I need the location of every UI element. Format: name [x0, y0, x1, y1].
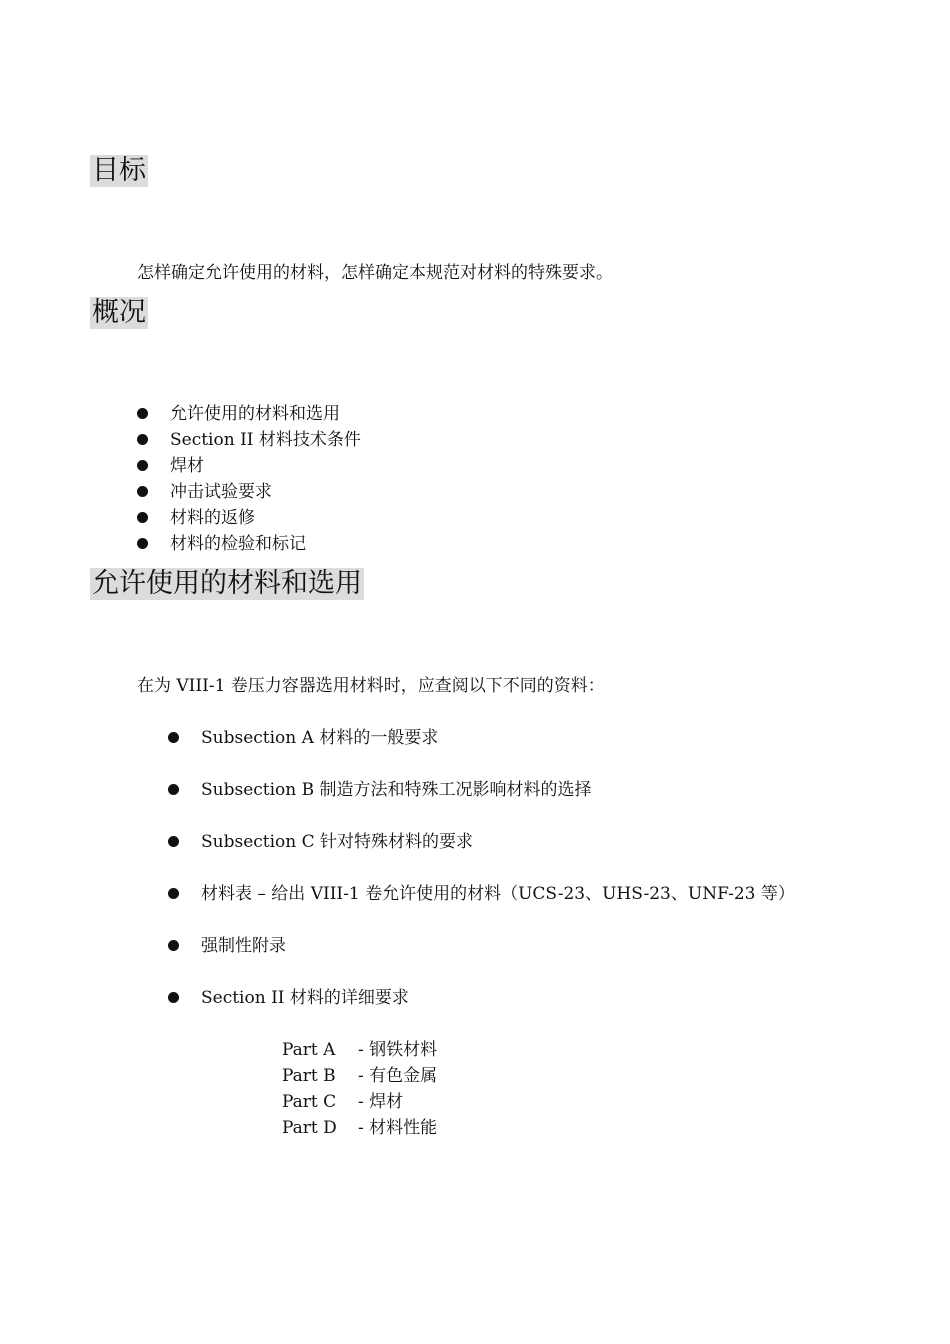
list-item-text: Subsection C 针对特殊材料的要求	[201, 832, 474, 852]
part-name: Part C	[282, 1092, 337, 1112]
section-ii-parts	[282, 1037, 437, 1141]
bullet-icon	[137, 408, 148, 419]
list-item-text: Subsection A 材料的一般要求	[201, 728, 439, 748]
part-description: - 钢铁材料	[358, 1040, 438, 1060]
part-row	[282, 1037, 437, 1063]
list-item	[168, 882, 795, 934]
list-item	[168, 986, 795, 1038]
part-name: Part A	[282, 1040, 336, 1060]
part-description: - 有色金属	[358, 1066, 438, 1086]
list-item-text: 允许使用的材料和选用	[170, 404, 340, 424]
list-item	[168, 726, 795, 778]
bullet-icon	[168, 940, 179, 951]
list-item	[137, 479, 361, 505]
part-description: - 材料性能	[358, 1118, 438, 1138]
list-item	[168, 934, 795, 986]
list-item	[137, 401, 361, 427]
list-item	[168, 778, 795, 830]
bullet-icon	[137, 434, 148, 445]
list-item-text: 冲击试验要求	[170, 482, 272, 502]
list-item-text: 材料的检验和标记	[170, 534, 306, 554]
list-item	[137, 453, 361, 479]
part-row	[282, 1089, 437, 1115]
bullet-icon	[137, 538, 148, 549]
list-item	[168, 830, 795, 882]
part-name: Part D	[282, 1118, 337, 1138]
heading-materials-selection: 允许使用的材料和选用	[92, 568, 362, 599]
bullet-icon	[137, 512, 148, 523]
list-item-text: Section II 材料技术条件	[170, 430, 361, 450]
heading-objective: 目标	[92, 155, 146, 186]
materials-intro-text: 在为 VIII-1 卷压力容器选用材料时，应查阅以下不同的资料：	[137, 676, 605, 696]
bullet-icon	[168, 992, 179, 1003]
objective-text: 怎样确定允许使用的材料，怎样确定本规范对材料的特殊要求。	[137, 263, 613, 283]
bullet-icon	[168, 888, 179, 899]
list-item-text: 材料表 – 给出 VIII-1 卷允许使用的材料（UCS-23、UHS-23、UNF-23 等）	[201, 884, 795, 904]
bullet-icon	[168, 732, 179, 743]
bullet-icon	[137, 486, 148, 497]
list-item-text: Section II 材料的详细要求	[201, 988, 409, 1008]
part-row	[282, 1063, 437, 1089]
bullet-icon	[168, 836, 179, 847]
list-item-text: 强制性附录	[201, 936, 286, 956]
bullet-icon	[137, 460, 148, 471]
part-name: Part B	[282, 1066, 336, 1086]
bullet-icon	[168, 784, 179, 795]
list-item-text: Subsection B 制造方法和特殊工况影响材料的选择	[201, 780, 592, 800]
part-row	[282, 1115, 437, 1141]
heading-overview: 概况	[92, 297, 146, 328]
list-item-text: 材料的返修	[170, 508, 255, 528]
list-item-text: 焊材	[170, 456, 204, 476]
list-item	[137, 505, 361, 531]
part-description: - 焊材	[358, 1092, 404, 1112]
list-item	[137, 427, 361, 453]
overview-list	[137, 401, 361, 557]
list-item	[137, 531, 361, 557]
material-sources-list	[168, 726, 795, 1038]
